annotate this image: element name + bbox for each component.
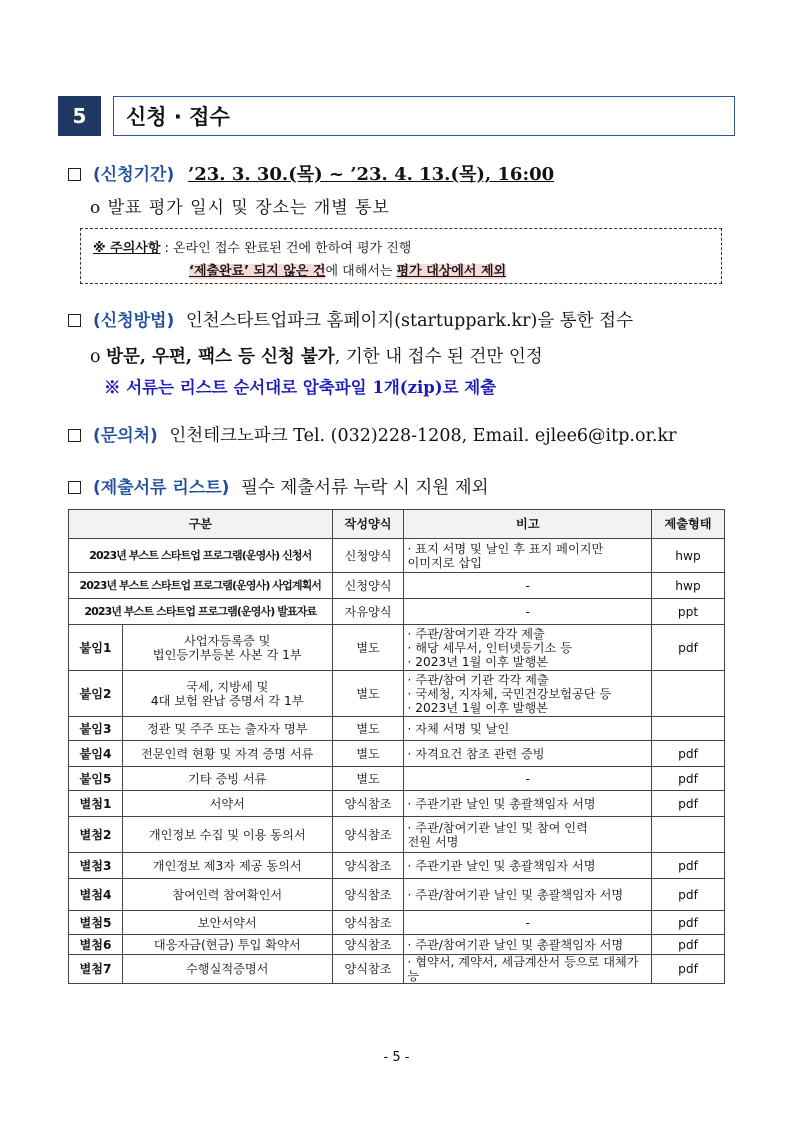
- row-type-cell: [652, 717, 725, 741]
- row-tag-cell: 별첨1: [69, 791, 123, 817]
- method-note-bold: 방문, 우편, 팩스 등 신청 불가: [106, 347, 335, 367]
- row-note-cell: -: [404, 911, 652, 935]
- table-row: [69, 625, 725, 671]
- table-header-row: [69, 510, 725, 539]
- row-note-cell: · 주관/참여기관 날인 및 총괄책임자 서명: [404, 879, 652, 911]
- row-tag-cell: 별첨2: [69, 817, 123, 853]
- row-tag-cell: 붙임2: [69, 671, 123, 717]
- table-row: [69, 671, 725, 717]
- docs-label: (제출서류 리스트): [93, 478, 230, 498]
- row-form-cell: 양식참조: [332, 853, 404, 879]
- row-type-cell: pdf: [652, 935, 725, 955]
- row-type-cell: pdf: [652, 879, 725, 911]
- row-form-cell: 별도: [332, 671, 404, 717]
- row-form-cell: 별도: [332, 625, 404, 671]
- caution-text-1: : 온라인 접수 완료된 건에 한하여 평가 진행: [164, 241, 412, 256]
- table-header: 비고: [404, 510, 652, 539]
- table-row: [69, 573, 725, 599]
- row-form-cell: 별도: [332, 767, 404, 791]
- row-name-cell: 전문인력 현황 및 자격 증명 서류: [122, 741, 332, 767]
- row-name-cell: 수행실적증명서: [122, 955, 332, 984]
- row-name-cell: 보안서약서: [122, 911, 332, 935]
- row-type-cell: pdf: [652, 741, 725, 767]
- row-name-cell: 2023년 부스트 스타트업 프로그램(운영사) 사업계획서: [69, 573, 333, 599]
- row-note-cell: -: [404, 767, 652, 791]
- row-type-cell: pdf: [652, 955, 725, 984]
- contact-text: 인천테크노파크 Tel. (032)228-1208, Email. ejlee6@itp.or.kr: [169, 426, 677, 446]
- row-type-cell: hwp: [652, 539, 725, 573]
- row-form-cell: 별도: [332, 717, 404, 741]
- row-note-cell: · 주관기관 날인 및 총괄책임자 서명: [404, 853, 652, 879]
- method-text: 인천스타트업파크 홈페이지(startuppark.kr)을 통한 접수: [185, 311, 633, 331]
- row-type-cell: pdf: [652, 911, 725, 935]
- checkbox-icon: [68, 168, 81, 181]
- period-note: o 발표 평가 일시 및 장소는 개별 통보: [90, 198, 390, 218]
- row-name-cell: 2023년 부스트 스타트업 프로그램(운영사) 신청서: [69, 539, 333, 573]
- row-form-cell: 양식참조: [332, 935, 404, 955]
- period-label: (신청기간): [93, 165, 175, 185]
- caution-label: ※ 주의사항: [93, 241, 161, 256]
- row-name-cell: 개인정보 제3자 제공 동의서: [122, 853, 332, 879]
- row-tag-cell: 별첨6: [69, 935, 123, 955]
- row-name-cell: 개인정보 수집 및 이용 동의서: [122, 817, 332, 853]
- section-number: 5: [58, 96, 101, 136]
- row-form-cell: 신청양식: [332, 539, 404, 573]
- row-form-cell: 신청양식: [332, 573, 404, 599]
- table-header: 구분: [69, 510, 333, 539]
- method-note: [90, 343, 543, 368]
- row-tag-cell: 별첨5: [69, 911, 123, 935]
- row-note-cell: · 주관/참여 기관 각각 제출 · 국세청, 지자체, 국민건강보험공단 등 · 2023년 1월 이후 발행본: [404, 671, 652, 717]
- row-name-cell: 사업자등록증 및 법인등기부등본 사본 각 1부: [122, 625, 332, 671]
- row-note-cell: · 표지 서명 및 날인 후 표지 페이지만 이미지로 삽입: [404, 539, 652, 573]
- table-row: [69, 791, 725, 817]
- row-note-cell: · 자체 서명 및 날인: [404, 717, 652, 741]
- row-name-cell: 참여인력 참여확인서: [122, 879, 332, 911]
- row-type-cell: [652, 671, 725, 717]
- row-type-cell: pdf: [652, 791, 725, 817]
- table-row: [69, 935, 725, 955]
- table-row: [69, 717, 725, 741]
- row-type-cell: pdf: [652, 625, 725, 671]
- row-tag-cell: 붙임5: [69, 767, 123, 791]
- contact-line: [68, 421, 676, 447]
- period-text: ’23. 3. 30.(목) ~ ’23. 4. 13.(목), 16:00: [187, 164, 555, 185]
- row-tag-cell: 별첨3: [69, 853, 123, 879]
- docs-text: 필수 제출서류 누락 시 지원 제외: [241, 478, 489, 498]
- row-type-cell: hwp: [652, 573, 725, 599]
- row-form-cell: 자유양식: [332, 599, 404, 625]
- row-note-cell: · 협약서, 계약서, 세금계산서 등으로 대체가능: [404, 955, 652, 984]
- row-note-cell: · 주관/참여기관 날인 및 참여 인력 전원 서명: [404, 817, 652, 853]
- caution-highlight-1: ‘제출완료’ 되지 않은 건: [189, 264, 326, 279]
- table-row: [69, 879, 725, 911]
- caution-row-1: [93, 237, 411, 256]
- contact-label: (문의처): [93, 426, 158, 446]
- row-note-cell: -: [404, 599, 652, 625]
- caution-box: [80, 228, 722, 284]
- row-tag-cell: 별첨4: [69, 879, 123, 911]
- row-form-cell: 양식참조: [332, 791, 404, 817]
- row-tag-cell: 붙임4: [69, 741, 123, 767]
- row-tag-cell: 붙임1: [69, 625, 123, 671]
- row-type-cell: ppt: [652, 599, 725, 625]
- table-row: [69, 539, 725, 573]
- table-row: [69, 767, 725, 791]
- row-type-cell: [652, 817, 725, 853]
- row-note-cell: · 주관/참여기관 각각 제출 · 해당 세무서, 인터넷등기소 등 · 2023년 1월 이후 발행본: [404, 625, 652, 671]
- row-form-cell: 양식참조: [332, 817, 404, 853]
- row-name-cell: 국세, 지방세 및 4대 보험 완납 증명서 각 1부: [122, 671, 332, 717]
- row-note-cell: -: [404, 573, 652, 599]
- period-line: [68, 160, 554, 186]
- row-name-cell: 기타 증빙 서류: [122, 767, 332, 791]
- row-form-cell: 별도: [332, 741, 404, 767]
- table-header: 제출형태: [652, 510, 725, 539]
- table-row: [69, 599, 725, 625]
- row-note-cell: · 주관기관 날인 및 총괄책임자 서명: [404, 791, 652, 817]
- row-name-cell: 2023년 부스트 스타트업 프로그램(운영사) 발표자료: [69, 599, 333, 625]
- method-warning: ※ 서류는 리스트 순서대로 압축파일 1개(zip)로 제출: [104, 378, 497, 397]
- table-row: [69, 955, 725, 984]
- row-form-cell: 양식참조: [332, 955, 404, 984]
- checkbox-icon: [68, 314, 81, 327]
- row-tag-cell: 붙임3: [69, 717, 123, 741]
- row-type-cell: pdf: [652, 853, 725, 879]
- row-name-cell: 서약서: [122, 791, 332, 817]
- row-type-cell: pdf: [652, 767, 725, 791]
- row-form-cell: 양식참조: [332, 879, 404, 911]
- table-row: [69, 853, 725, 879]
- caution-row-2: [189, 260, 506, 279]
- row-form-cell: 양식참조: [332, 911, 404, 935]
- method-label: (신청방법): [93, 311, 175, 331]
- caution-text-2: 에 대해서는: [325, 264, 397, 279]
- row-tag-cell: 별첨7: [69, 955, 123, 984]
- documents-table: [68, 509, 725, 984]
- section-header: [58, 96, 735, 136]
- table-row: [69, 741, 725, 767]
- docs-line: [68, 473, 489, 499]
- table-row: [69, 911, 725, 935]
- row-name-cell: 정관 및 주주 또는 출자자 명부: [122, 717, 332, 741]
- method-note-rest: , 기한 내 접수 된 건만 인정: [334, 347, 543, 367]
- table-header: 작성양식: [332, 510, 404, 539]
- page-number: - 5 -: [383, 1050, 410, 1065]
- row-name-cell: 대응자금(현금) 투입 확약서: [122, 935, 332, 955]
- method-note-prefix: o: [90, 347, 107, 367]
- section-title: 신청 · 접수: [113, 96, 735, 136]
- checkbox-icon: [68, 429, 81, 442]
- caution-highlight-2: 평가 대상에서 제외: [396, 264, 507, 279]
- row-note-cell: · 자격요건 참조 관련 증빙: [404, 741, 652, 767]
- row-note-cell: · 주관/참여기관 날인 및 총괄책임자 서명: [404, 935, 652, 955]
- checkbox-icon: [68, 481, 81, 494]
- method-line: [68, 306, 633, 332]
- table-row: [69, 817, 725, 853]
